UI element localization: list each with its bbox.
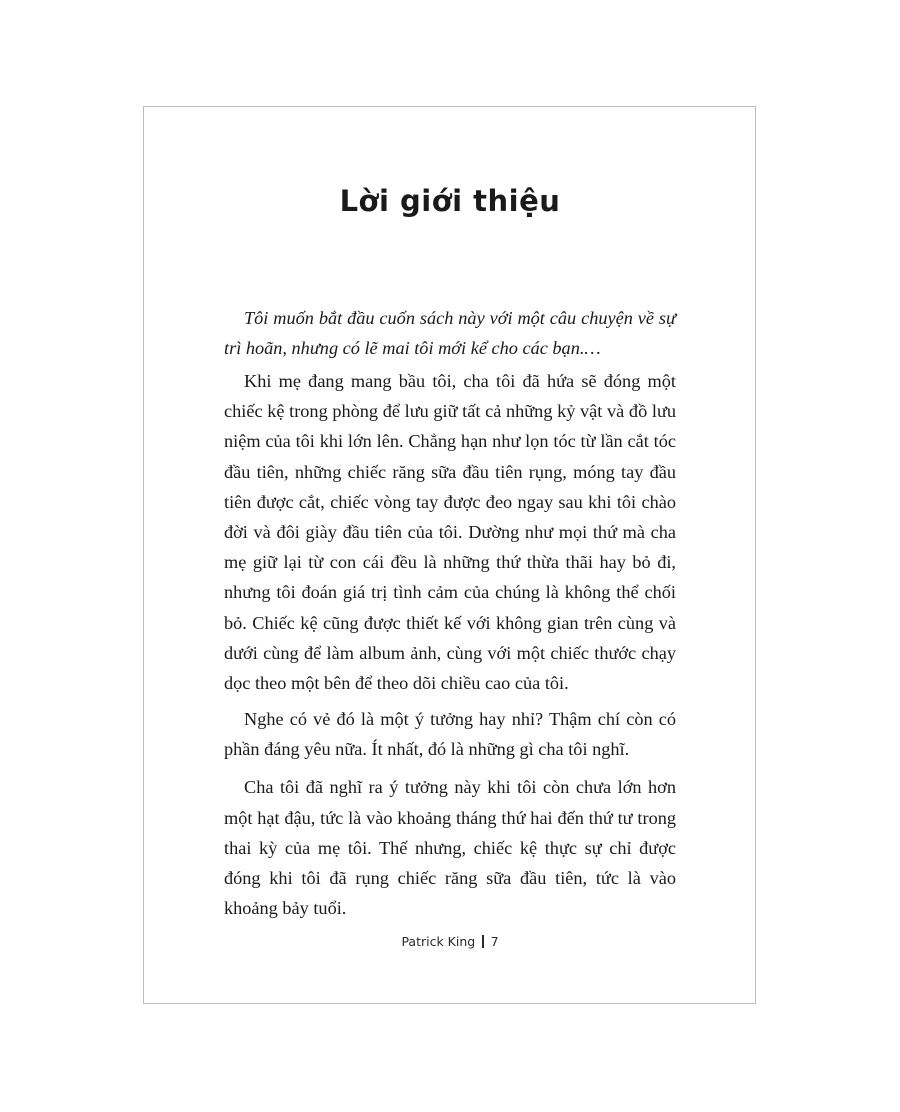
footer-author: Patrick King <box>401 934 476 949</box>
intro-block <box>224 303 676 371</box>
body-paragraph: Khi mẹ đang mang bầu tôi, cha tôi đã hứa sẽ đóng một chiếc kệ trong phòng để lưu giữ tất cả những kỷ vật và đồ lưu niệm của tôi khi lớn lên. Chẳng hạn như lọn tóc từ lần cắt tóc đầu tiên, những chiếc răng sữa đầu tiên rụng, móng tay đầu tiên được cắt, chiếc vòng tay được đeo ngay sau khi tôi chào đời và đôi giày đầu tiên của tôi. Dường như mọi thứ mà cha mẹ giữ lại từ con cái đều là những thứ thừa thãi hay bỏ đi, nhưng tôi đoán giá trị tình cảm của chúng là không thể chối bỏ. Chiếc kệ cũng được thiết kế với không gian trên cùng và dưới cùng để làm album ảnh, cùng với một chiếc thước chạy dọc theo một bên để theo dõi chiều cao của tôi. <box>224 371 676 694</box>
body-paragraph: Cha tôi đã nghĩ ra ý tưởng này khi tôi còn chưa lớn hơn một hạt đậu, tức là vào khoảng tháng thứ hai đến thứ tư trong thai kỳ của mẹ tôi. Thế nhưng, chiếc kệ thực sự chỉ được đóng khi tôi đã rụng chiếc răng sữa đầu tiên, tức là vào khoảng bảy tuổi. <box>224 777 676 919</box>
footer-separator <box>482 935 483 948</box>
body-block-2 <box>224 704 676 931</box>
body-paragraph: Nghe có vẻ đó là một ý tưởng hay nhỉ? Thậm chí còn có phần đáng yêu nữa. Ít nhất, đó là những gì cha tôi nghĩ. <box>224 709 676 760</box>
page-number: 7 <box>490 934 499 949</box>
page-footer <box>0 932 900 952</box>
chapter-title: Lời giới thiệu <box>339 184 561 218</box>
body-block-1 <box>224 366 676 706</box>
intro-paragraph: Tôi muốn bắt đầu cuốn sách này với một câu chuyện về sự trì hoãn, nhưng có lẽ mai tôi mới kể cho các bạn.… <box>224 308 676 359</box>
